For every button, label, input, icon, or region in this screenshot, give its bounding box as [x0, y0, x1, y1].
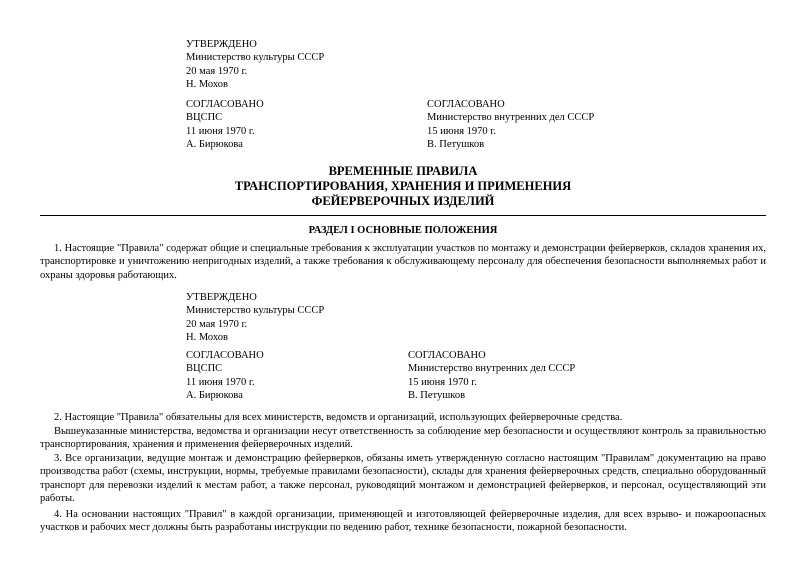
approval-utverzhdeno-top [186, 38, 324, 92]
approval-org: Министерство внутренних дел СССР [427, 112, 595, 124]
approval-date: 15 июня 1970 г. [408, 376, 478, 388]
approval-soglasovano-left-mid [186, 349, 264, 403]
approval-date: 20 мая 1970 г. [186, 318, 248, 330]
paragraph-1: 1. Настоящие "Правила" содержат общие и специальные требования к эксплуатации участков по монтажу и демонстрации фейерверков, складов хранения их, транспортировке и уничтожению непригодных изделий, а также требования к обслуживающему персоналу для обеспечения безопасности выполняемых работ и охраны здоровья работающих. [40, 243, 766, 281]
document-title [40, 164, 766, 209]
paragraph-4: 4. На основании настоящих "Правил" в каждой организации, применяющей и изготовляющей фейерверочные изделия, для всех взрыво- и пожароопасных участков и рабочих мест должны быть разработаны инструкции по ведению работ, технике безопасности, пожарной безопасности. [40, 509, 766, 534]
title-line-1: ВРЕМЕННЫЕ ПРАВИЛА [328, 164, 478, 178]
approval-soglasovano-right-mid [408, 349, 575, 403]
approval-date: 20 мая 1970 г. [186, 65, 248, 77]
approval-soglasovano-left-top [186, 98, 264, 152]
approval-label: УТВЕРЖДЕНО [186, 39, 257, 50]
paragraph-3: 3. Все организации, ведущие монтаж и демонстрацию фейерверков, обязаны иметь утвержденную согласно настоящим "Правилам" документацию на право производства работ (схемы, инструкции, нормы, требуемые правилами безопасности), склады для хранения фейерверочных средств, специально оборудованный транспорт для перевозки изделий к местам работ, а также персонал, руководящий монтажом и демонстрацией фейерверков, и персонал, осуществляющий эти работы. [40, 453, 766, 505]
paragraph-2: 2. Настоящие "Правила" обязательны для всех министерств, ведомств и организаций, использующих фейерверочные средства. [54, 412, 623, 423]
paragraph-2b: Вышеуказанные министерства, ведомства и организации несут ответственность за соблюдение мер безопасности и осуществляют контроль за правильностью транспортирования, хранения и применения фейерверочных изделий. [40, 426, 766, 451]
approval-signer: Н. Мохов [186, 79, 228, 91]
approval-label: СОГЛАСОВАНО [186, 350, 264, 361]
title-divider [40, 215, 766, 216]
approval-utverzhdeno-mid [186, 291, 324, 345]
approval-label: СОГЛАСОВАНО [427, 99, 505, 110]
approval-signer: В. Петушков [408, 390, 466, 402]
approval-org: Министерство культуры СССР [186, 305, 325, 317]
approval-signer: Н. Мохов [186, 332, 228, 344]
approval-org: Министерство внутренних дел СССР [408, 363, 576, 375]
approval-soglasovano-right-top [427, 98, 594, 152]
approval-signer: А. Бирюкова [186, 390, 243, 402]
approval-org: ВЦСПС [186, 363, 223, 375]
approval-label: УТВЕРЖДЕНО [186, 292, 257, 303]
approval-label: СОГЛАСОВАНО [186, 99, 264, 110]
approval-org: Министерство культуры СССР [186, 52, 325, 64]
approval-signer: А. Бирюкова [186, 139, 243, 151]
approval-date: 15 июня 1970 г. [427, 125, 497, 137]
approval-org: ВЦСПС [186, 112, 223, 124]
approval-signer: В. Петушков [427, 139, 485, 151]
approval-label: СОГЛАСОВАНО [408, 350, 486, 361]
approval-date: 11 июня 1970 г. [186, 125, 255, 137]
title-line-3: ФЕЙЕРВЕРОЧНЫХ ИЗДЕЛИЙ [311, 194, 495, 208]
title-line-2: ТРАНСПОРТИРОВАНИЯ, ХРАНЕНИЯ И ПРИМЕНЕНИЯ [234, 179, 572, 193]
approval-date: 11 июня 1970 г. [186, 376, 255, 388]
section-heading: РАЗДЕЛ I ОСНОВНЫЕ ПОЛОЖЕНИЯ [308, 225, 498, 236]
